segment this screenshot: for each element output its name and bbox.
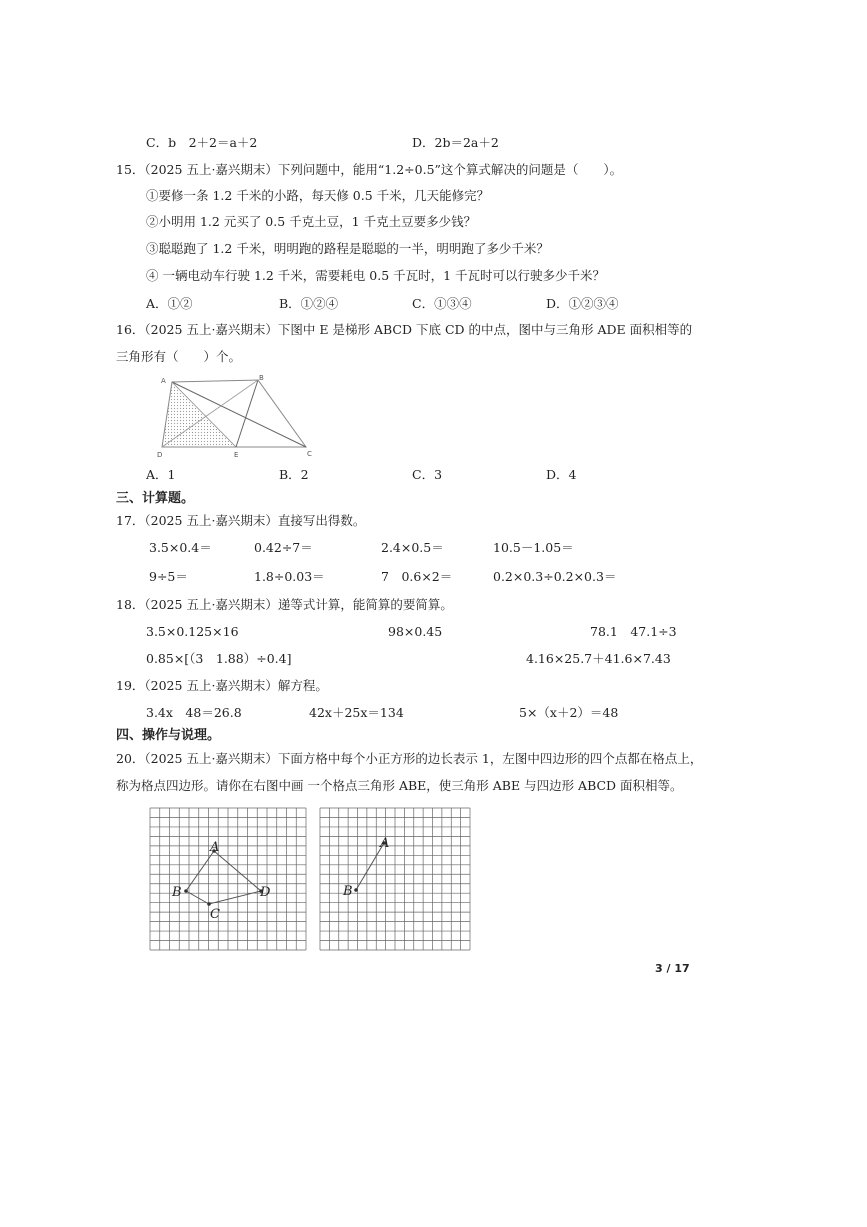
q15-stem: 15．（2025 五上·嘉兴期末）下列问题中，能用“1.2÷0.5”这个算式解决的问题是（ ）。: [116, 162, 623, 177]
left-grid-figure: [150, 808, 306, 950]
trapezoid-figure: [155, 374, 320, 460]
q14-option-d: D．2b＝2a＋2: [412, 135, 499, 150]
q17-expression: 9÷5＝: [149, 569, 188, 584]
q15-option-c: C．①③④: [412, 296, 472, 311]
q18-expression: 4.16×25.7＋41.6×7.43: [526, 651, 671, 666]
label-e: E: [234, 451, 239, 459]
shaded-triangle-ade: [162, 382, 236, 447]
q19-stem: 19．（2025 五上·嘉兴期末）解方程。: [116, 678, 328, 693]
q15-item: ①要修一条 1.2 千米的小路，每天修 0.5 千米，几天能修完？: [146, 188, 490, 203]
q16-option-d: D．4: [546, 467, 577, 482]
q20-stem-line1: 20．（2025 五上·嘉兴期末）下面方格中每个小正方形的边长表示 1，左图中四边形的四个点都在格点上，: [116, 751, 703, 766]
q20-stem-line2: 称为格点四边形。请你在右图中画 一个格点三角形 ABE，使三角形 ABE 与四边形 ABCD 面积相等。: [116, 778, 683, 793]
q17-expression: 3.5×0.4＝: [149, 540, 212, 555]
right-grid-figure: [320, 808, 470, 950]
q17-expression: 1.8÷0.03＝: [254, 569, 325, 584]
label-b: B: [259, 374, 264, 382]
q16-option-a: A．1: [146, 467, 176, 482]
q17-expression: 10.5－1.05＝: [493, 540, 574, 555]
page-number: 3 / 17: [655, 962, 690, 975]
label-c: C: [210, 907, 220, 922]
q17-expression: 2.4×0.5＝: [381, 540, 444, 555]
q18-expression: 78.1 47.1÷3: [590, 624, 677, 639]
label-a: A: [210, 840, 220, 855]
segment-be: [236, 380, 258, 447]
q18-expression: 98×0.45: [388, 624, 443, 639]
label-b: B: [343, 884, 353, 899]
quadrilateral-abcd: [186, 851, 261, 904]
q15-option-b: B．①②④: [279, 296, 339, 311]
q15-item: ②小明用 1.2 元买了 0.5 千克土豆，1 千克土豆要多少钱？: [146, 214, 477, 229]
q15-item: ③聪聪跑了 1.2 千米，明明跑的路程是聪聪的一半，明明跑了多少千米？: [146, 241, 549, 256]
q16-stem-line2: 三角形有（ ）个。: [116, 349, 242, 364]
q16-option-c: C．3: [412, 467, 443, 482]
q17-expression: 0.42÷7＝: [254, 540, 313, 555]
q19-equation: 5×（x＋2）＝48: [519, 705, 619, 720]
q16-option-b: B．2: [279, 467, 309, 482]
label-c: C: [307, 450, 312, 458]
label-d: D: [157, 451, 163, 459]
q17-expression: 7 0.6×2＝: [381, 569, 453, 584]
q18-expression: 3.5×0.125×16: [146, 624, 239, 639]
point-b: [184, 889, 188, 893]
q18-expression: 0.85×[（3 1.88）÷0.4]: [146, 651, 292, 666]
label-d: D: [260, 885, 271, 900]
point-b: [354, 888, 358, 892]
q14-option-c: C．b 2＋2＝a＋2: [146, 135, 258, 150]
label-b: B: [172, 885, 182, 900]
q19-equation: 42x＋25x＝134: [309, 705, 404, 720]
q17-stem: 17．（2025 五上·嘉兴期末）直接写出得数。: [116, 513, 366, 528]
section-title: 三、计算题。: [116, 491, 195, 506]
q19-equation: 3.4x 48＝26.8: [146, 705, 242, 720]
q18-stem: 18．（2025 五上·嘉兴期末）递等式计算，能简算的要简算。: [116, 597, 453, 612]
point-c: [207, 902, 211, 906]
q16-stem-line1: 16．（2025 五上·嘉兴期末）下图中 E 是梯形 ABCD 下底 CD 的中点，图中与三角形 ADE 面积相等的: [116, 322, 693, 337]
q17-expression: 0.2×0.3÷0.2×0.3＝: [493, 569, 617, 584]
label-a: A: [161, 377, 166, 385]
q15-option-d: D．①②③④: [546, 296, 619, 311]
q15-option-a: A．①②: [146, 296, 193, 311]
label-a: A: [380, 836, 390, 851]
q15-item: ④ 一辆电动车行驶 1.2 千米，需要耗电 0.5 千瓦时，1 千瓦时可以行驶多少千米？: [146, 268, 606, 283]
section-title: 四、操作与说理。: [116, 728, 221, 743]
